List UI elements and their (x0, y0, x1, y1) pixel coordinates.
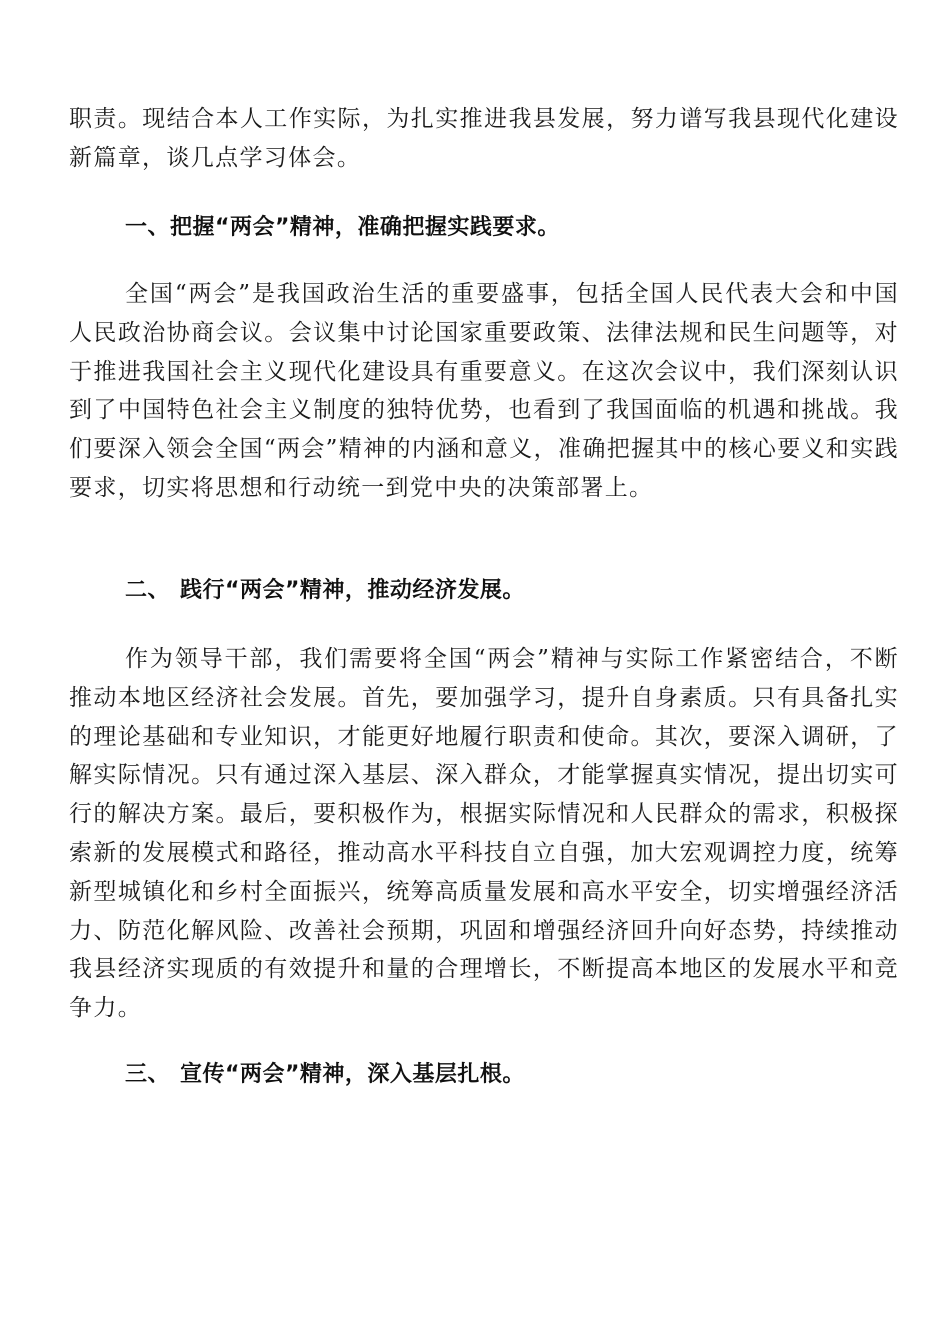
intro-paragraph: 职责。现结合本人工作实际，为扎实推进我县发展，努力谱写我县现代化建设新篇章，谈几点学习体会。 (69, 106, 899, 171)
section-2-title: 践行“两会”精神，推动经济发展。 (180, 578, 525, 603)
section-1-heading (125, 213, 560, 243)
section-3-heading (125, 1060, 525, 1090)
section-2-paragraph: 作为领导干部，我们需要将全国“两会”精神与实际工作紧密结合，不断推动本地区经济社会发展。首先，要加强学习，提升自身素质。只有具备扎实的理论基础和专业知识，才能更好地履行职责和使命。其次，要深入调研，了解实际情况。只有通过深入基层、深入群众，才能掌握真实情况，提出切实可行的解决方案。最后，要积极作为，根据实际情况和人民群众的需求，积极探索新的发展模式和路径，推动高水平科技自立自强，加大宏观调控力度，统筹新型城镇化和乡村全面振兴，统筹高质量发展和高水平安全，切实增强经济活力、防范化解风险、改善社会预期，巩固和增强经济回升向好态势，持续推动我县经济实现质的有效提升和量的合理增长，不断提高本地区的发展水平和竞争力。 (69, 646, 899, 1022)
section-2-heading (125, 576, 525, 606)
section-3-title: 宣传“两会”精神，深入基层扎根。 (180, 1062, 525, 1087)
section-1-title: 把握“两会”精神，准确把握实践要求。 (170, 215, 560, 240)
section-1-paragraph: 全国“两会”是我国政治生活的重要盛事，包括全国人民代表大会和中国人民政治协商会议。会议集中讨论国家重要政策、法律法规和民生问题等，对于推进我国社会主义现代化建设具有重要意义。在这次会议中，我们深刻认识到了中国特色社会主义制度的独特优势，也看到了我国面临的机遇和挑战。我们要深入领会全国“两会”精神的内涵和意义，准确把握其中的核心要义和实践要求，切实将思想和行动统一到党中央的决策部署上。 (69, 281, 899, 501)
section-3-number: 三、 (125, 1062, 171, 1087)
section-2-number: 二、 (125, 578, 171, 603)
section-1-number: 一、 (125, 215, 171, 240)
